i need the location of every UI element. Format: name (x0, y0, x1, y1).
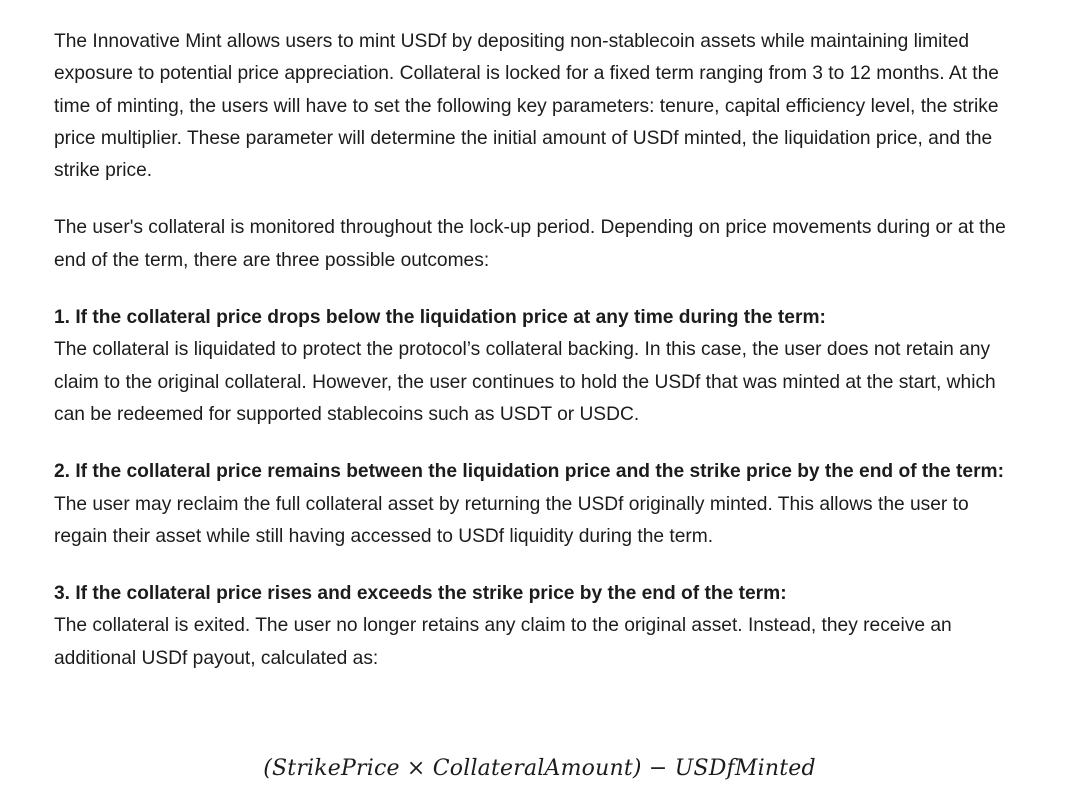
document-body (54, 26, 1019, 675)
outcome-1-heading: 1. If the collateral price drops below the liquidation price at any time during the term: (54, 307, 826, 329)
outcomes-lead-paragraph: The user's collateral is monitored throughout the lock-up period. Depending on price movements during or at the end of the term, there are three possible outcomes: (54, 217, 1006, 271)
outcome-3-heading: 3. If the collateral price rises and exceeds the strike price by the end of the term: (54, 583, 787, 605)
payout-formula: (StrikePrice × CollateralAmount) − USDfMinted (263, 756, 816, 781)
intro-paragraph: The Innovative Mint allows users to mint USDf by depositing non-stablecoin assets while maintaining limited exposure to potential price appreciation. Collateral is locked for a fixed term ranging from 3 to 12 months. At the time of minting, the users will have to set the following key parameters: tenure, capital efficiency level, the strike price multiplier. These parameter will determine the initial amount of USDf minted, the liquidation price, and the strike price. (54, 31, 999, 182)
outcome-3-body: The collateral is exited. The user no longer retains any claim to the original asset. Instead, they receive an additional USDf payout, calculated as: (54, 615, 952, 669)
outcome-2-body: The user may reclaim the full collateral asset by returning the USDf originally minted. This allows the user to regain their asset while still having accessed to USDf liquidity during the term. (54, 493, 969, 547)
outcome-2-heading: 2. If the collateral price remains between the liquidation price and the strike price by the end of the term: (54, 461, 1005, 483)
outcome-1-body: The collateral is liquidated to protect the protocol’s collateral backing. In this case, the user does not retain any claim to the original collateral. However, the user continues to hold the USDf that was minted at the start, which can be redeemed for supported stablecoins such as USDT or USDC. (54, 339, 996, 425)
